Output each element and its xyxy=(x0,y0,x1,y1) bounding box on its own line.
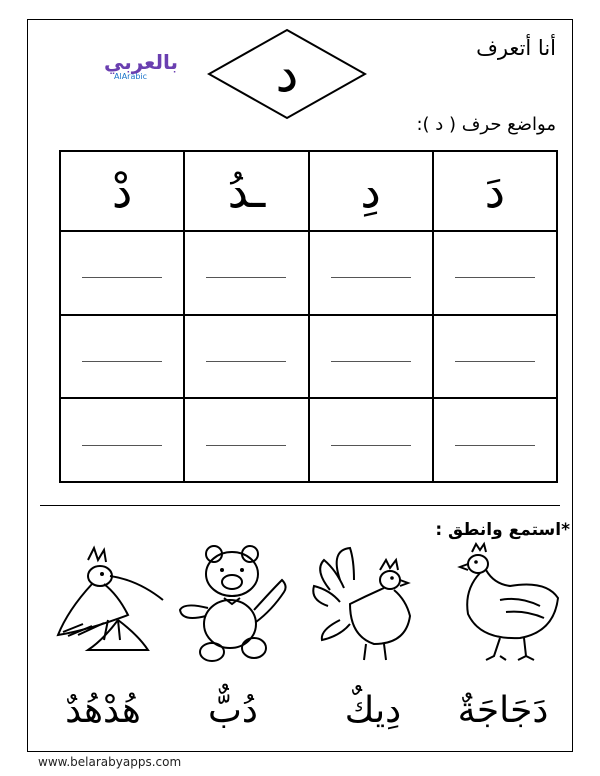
practice-cell[interactable] xyxy=(60,315,184,399)
writing-line xyxy=(82,277,162,278)
practice-cell[interactable] xyxy=(309,231,433,315)
practice-cell[interactable] xyxy=(184,231,308,315)
writing-line xyxy=(331,445,411,446)
hoopoe-bird-icon xyxy=(48,540,168,670)
writing-line xyxy=(206,361,286,362)
writing-line xyxy=(331,277,411,278)
practice-cell[interactable] xyxy=(60,231,184,315)
logo-subtext: AlArabic xyxy=(114,72,148,81)
letter-form-cell: دَ xyxy=(433,151,557,231)
word-bear: دُبٌّ xyxy=(208,690,258,731)
section-divider xyxy=(40,505,560,506)
writing-line xyxy=(82,445,162,446)
logo-text: بالعربي xyxy=(103,50,178,74)
word-hoopoe: هُدْهُدٌ xyxy=(65,690,141,731)
letter-positions-title: مواضع حرف ( د ): xyxy=(416,114,556,135)
practice-row xyxy=(60,315,557,399)
practice-row xyxy=(60,231,557,315)
featured-letter: د xyxy=(275,44,299,104)
practice-cell[interactable] xyxy=(184,398,308,482)
practice-cell[interactable] xyxy=(433,231,557,315)
practice-cell[interactable] xyxy=(309,398,433,482)
writing-line xyxy=(331,361,411,362)
practice-cell[interactable] xyxy=(433,398,557,482)
practice-cell[interactable] xyxy=(184,315,308,399)
writing-line xyxy=(206,277,286,278)
chicken-icon xyxy=(450,540,570,670)
letter-form-cell: دْ xyxy=(60,151,184,231)
writing-line xyxy=(455,277,535,278)
practice-cell[interactable] xyxy=(60,398,184,482)
listen-and-say-title: *استمع وانطق : xyxy=(435,520,570,540)
word-rooster: دِيكٌ xyxy=(344,690,402,731)
word-chicken: دَجَاجَةٌ xyxy=(457,690,549,731)
letter-forms-row xyxy=(60,151,557,231)
worksheet-title: أنا أتعرف xyxy=(476,36,556,60)
writing-line xyxy=(455,445,535,446)
writing-line xyxy=(82,361,162,362)
writing-line xyxy=(455,361,535,362)
bear-icon xyxy=(172,540,292,670)
website-link[interactable]: www.belarabyapps.com xyxy=(38,755,182,769)
letter-form-cell: ـدُ xyxy=(184,151,308,231)
turkey-rooster-icon xyxy=(310,540,430,670)
writing-grid xyxy=(59,150,558,483)
practice-row xyxy=(60,398,557,482)
letter-form-cell: دِ xyxy=(309,151,433,231)
writing-line xyxy=(206,445,286,446)
brand-logo xyxy=(88,50,178,100)
practice-cell[interactable] xyxy=(433,315,557,399)
practice-cell[interactable] xyxy=(309,315,433,399)
